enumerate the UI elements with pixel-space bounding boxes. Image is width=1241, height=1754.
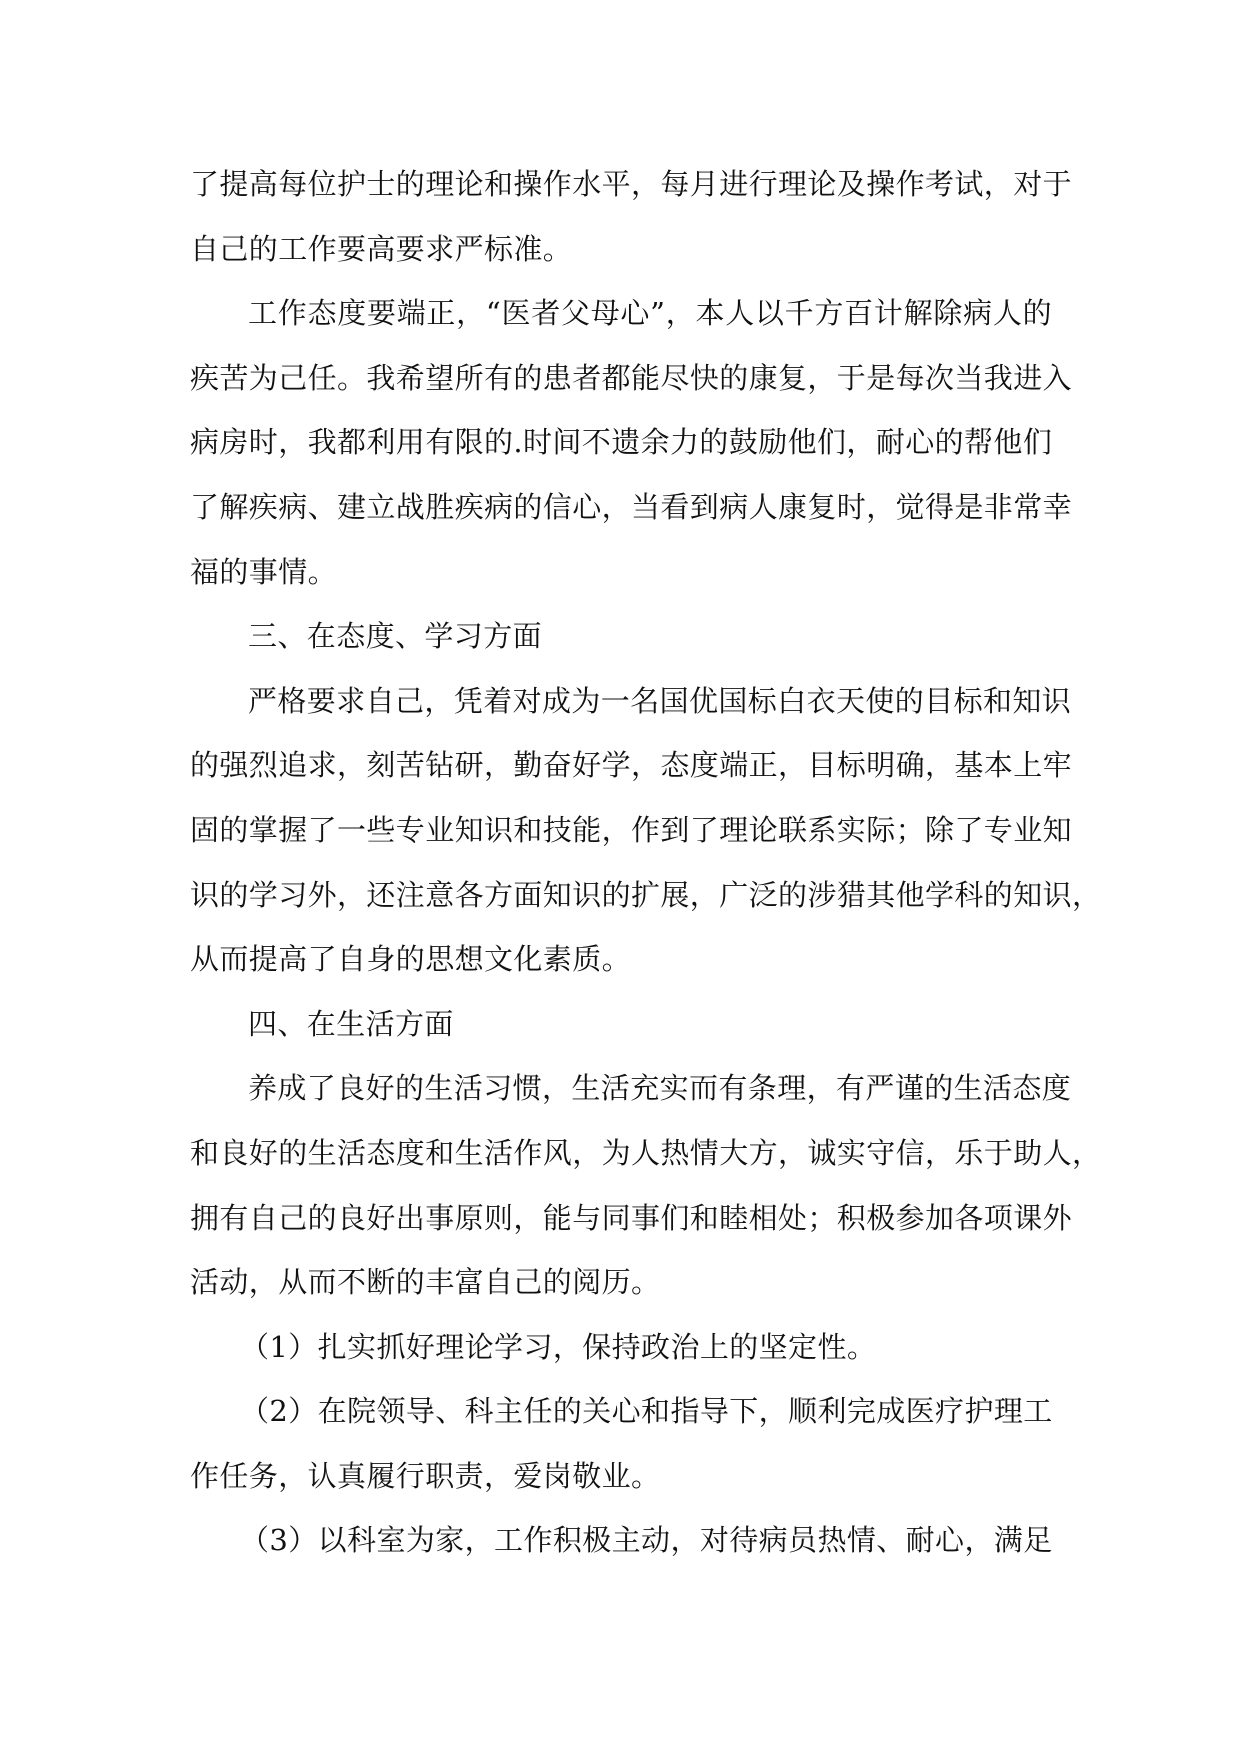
text-line: 养成了良好的生活习惯，生活充实而有条理，有严谨的生活态度 bbox=[248, 1071, 1072, 1106]
text-line: （2）在院领导、科主任的关心和指导下，顺利完成医疗护理工 bbox=[240, 1394, 1053, 1429]
text-line: 了提高每位护士的理论和操作水平，每月进行理论及操作考试，对于 bbox=[190, 167, 1073, 201]
text-line: 工作态度要端正，“医者父母心”，本人以千方百计解除病人的 bbox=[248, 296, 1052, 331]
text-line: 自己的工作要高要求严标准。 bbox=[190, 231, 573, 266]
text-line: 疾苦为己任。我希望所有的患者都能尽快的康复，于是每次当我进入 bbox=[190, 360, 1073, 395]
text-line: 和良好的生活态度和生活作风，为人热情大方，诚实守信，乐于助人， bbox=[190, 1135, 1102, 1170]
text-line: 从而提高了自身的思想文化素质。 bbox=[190, 942, 632, 977]
text-line: 严格要求自己，凭着对成为一名国优国标白衣天使的目标和知识 bbox=[248, 683, 1072, 718]
text-line: 三、在态度、学习方面 bbox=[248, 619, 543, 654]
document-body bbox=[190, 152, 1102, 1573]
text-line: 识的学习外，还注意各方面知识的扩展，广泛的涉猎其他学科的知识， bbox=[190, 877, 1102, 912]
text-line: 活动，从而不断的丰富自己的阅历。 bbox=[190, 1265, 661, 1300]
text-line: 拥有自己的良好出事原则，能与同事们和睦相处；积极参加各项课外 bbox=[190, 1200, 1073, 1235]
text-line: 作任务，认真履行职责，爱岗敬业。 bbox=[190, 1458, 661, 1493]
text-line: （1）扎实抓好理论学习，保持政治上的坚定性。 bbox=[240, 1329, 877, 1364]
text-line: （3）以科室为家，工作积极主动，对待病员热情、耐心，满足 bbox=[240, 1523, 1053, 1558]
text-line: 固的掌握了一些专业知识和技能，作到了理论联系实际；除了专业知 bbox=[190, 812, 1073, 847]
text-line: 了解疾病、建立战胜疾病的信心，当看到病人康复时，觉得是非常幸 bbox=[190, 489, 1073, 524]
text-line: 的强烈追求，刻苦钻研，勤奋好学，态度端正，目标明确，基本上牢 bbox=[190, 748, 1073, 783]
text-line: 病房时，我都利用有限的.时间不遗余力的鼓励他们，耐心的帮他们 bbox=[190, 425, 1053, 460]
text-line: 福的事情。 bbox=[190, 554, 338, 589]
text-line: 四、在生活方面 bbox=[248, 1006, 454, 1041]
